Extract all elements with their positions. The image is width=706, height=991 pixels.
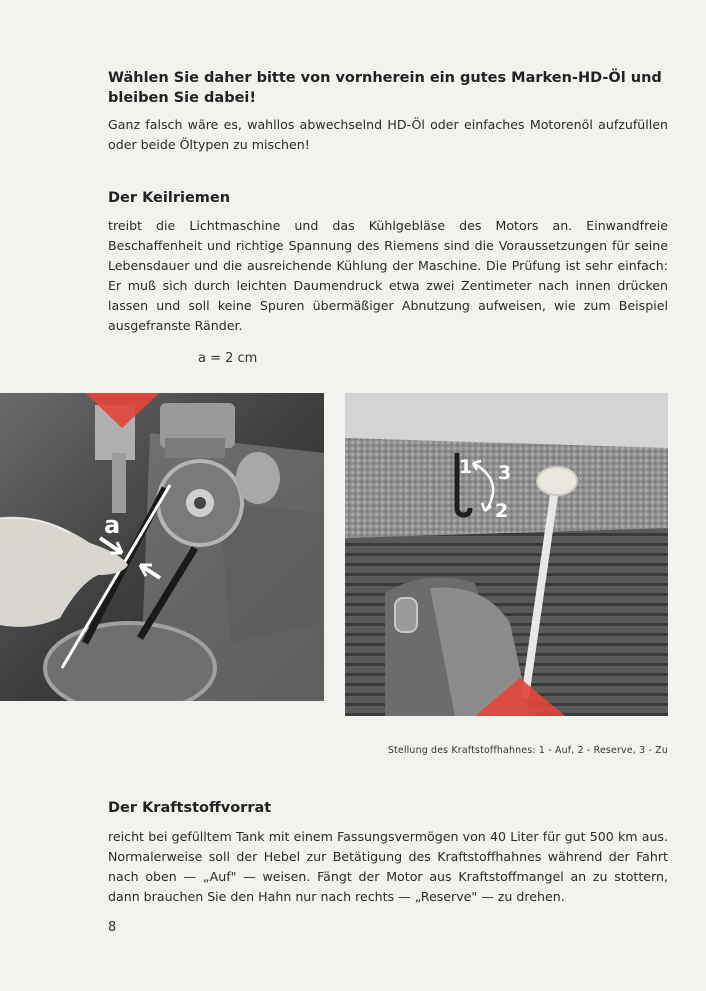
section-motor-oil [108, 68, 668, 155]
page-number: 8 [108, 920, 117, 935]
fuel-tap-photo [345, 393, 668, 716]
tap-label-2: 2 [495, 500, 509, 522]
tap-label-3: 3 [498, 462, 512, 484]
section-heading-fuel: Der Kraftstoffvorrat [108, 800, 272, 816]
engine-belt-photo [0, 393, 324, 701]
section-v-belt [108, 188, 668, 336]
section-body-fuel: reicht bei gefülltem Tank mit einem Fassungsvermögen von 40 Liter für gut 500 km aus. Normalerweise soll der Hebel zur Betätigung des Kraftstoffhahnes während der Fahrt nach oben — „Auf" — weisen. Fängt der Motor aus Kraftstoffmangel an zu stottern, dann brauchen Sie den Hahn nur nach rechts — „Reserve" — zu drehen. [108, 829, 668, 904]
section-body-belt: treibt die Lichtmaschine und das Kühlgebläse des Motors an. Einwandfreie Beschaffenheit und richtige Spannung des Riemens sind die Voraussetzungen für seine Lebensdauer und die ausreichende Kühlung der Maschine. Die Prüfung ist sehr einfach: Er muß sich durch leichten Daumendruck etwa zwei Zentimeter nach innen drücken lassen und soll keine Spuren übermäßiger Abnutzung aufweisen, wie zum Beispiel ausgefranste Ränder. [108, 218, 668, 333]
section-body-oil: Ganz falsch wäre es, wahllos abwechselnd HD-Öl oder einfaches Motorenöl aufzufüllen oder beide Öltypen zu mischen! [108, 117, 668, 152]
tap-label-1: 1 [459, 456, 473, 478]
section-fuel-supply [108, 798, 668, 907]
label-a: a [104, 511, 121, 539]
belt-measure-label: a = 2 cm [198, 351, 258, 366]
figure-caption: Stellung des Kraftstoffhahnes: 1 - Auf, 2 - Reserve, 3 - Zu [387, 745, 668, 756]
section-heading-oil: Wählen Sie daher bitte von vornherein ein gutes Marken-HD-Öl und bleiben Sie dabei! [108, 70, 662, 106]
section-heading-belt: Der Keilriemen [108, 190, 231, 206]
